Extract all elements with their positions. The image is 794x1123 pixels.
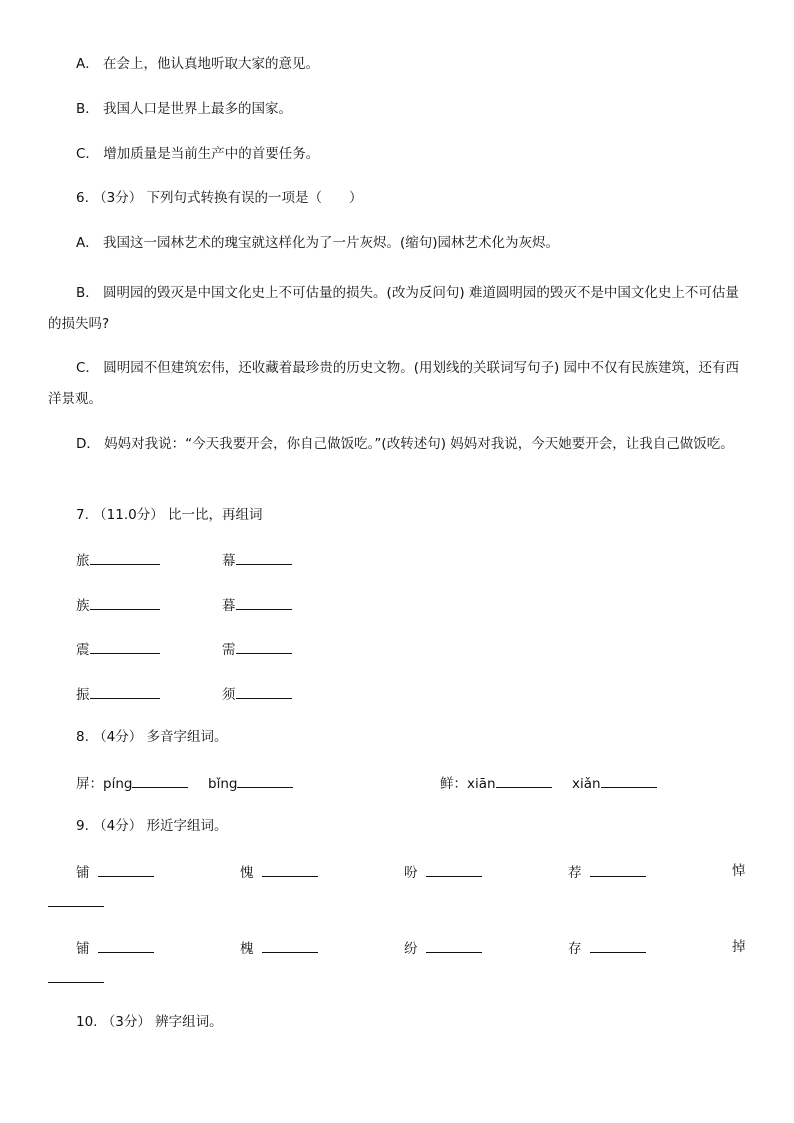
answer-blank[interactable] — [98, 862, 154, 877]
q6-option-d: D． 妈妈对我说：“今天我要开会，你自己做饭吃。”(改转述句) 妈妈对我说，今天她要开会，让我自己做饭吃。 — [76, 436, 734, 452]
q7-char-row1-left: 旅 — [76, 550, 160, 570]
q7-char-row3-right: 需 — [222, 639, 292, 659]
answer-blank[interactable] — [236, 550, 292, 565]
q9-row1-item1: 铺 — [76, 862, 154, 882]
q7-char-row1-right: 幕 — [222, 550, 292, 570]
q7-char-row2-right: 暮 — [222, 595, 292, 615]
answer-blank[interactable] — [496, 773, 552, 788]
q8-item-xian1: 鲜：xiān — [440, 773, 552, 793]
q8-item-ping: 屏：píng — [76, 773, 188, 793]
q5-option-c: C． 增加质量是当前生产中的首要任务。 — [76, 146, 320, 162]
answer-blank[interactable] — [590, 938, 646, 953]
answer-blank[interactable] — [262, 862, 318, 877]
q9-row1-item3: 吩 — [404, 862, 482, 882]
answer-blank[interactable] — [426, 938, 482, 953]
q9-row1-item4: 荐 — [568, 862, 646, 882]
q6-option-a: A． 我国这一园林艺术的瑰宝就这样化为了一片灰烬。(缩句)园林艺术化为灰烬。 — [76, 235, 560, 251]
q5-option-a: A． 在会上，他认真地听取大家的意见。 — [76, 56, 320, 72]
q9-row2-item5: 掉 — [732, 939, 746, 955]
answer-blank[interactable] — [48, 906, 104, 907]
q9-row2-item3: 纷 — [404, 938, 482, 958]
answer-blank[interactable] — [262, 938, 318, 953]
answer-blank[interactable] — [90, 595, 160, 610]
q6-stem: 6. （3分） 下列句式转换有误的一项是（ ） — [76, 190, 363, 206]
q7-stem: 7. （11.0分） 比一比，再组词 — [76, 507, 263, 523]
answer-blank[interactable] — [237, 773, 293, 788]
answer-blank[interactable] — [90, 639, 160, 654]
answer-blank[interactable] — [132, 773, 188, 788]
q6-option-b: B． 圆明园的毁灭是中国文化史上不可估量的损失。(改为反问句) 难道圆明园的毁灭不是中国文化史上不可估量的损失吗? — [48, 285, 739, 332]
q9-row1-item5: 悼 — [732, 863, 746, 879]
q10-stem: 10. （3分） 辨字组词。 — [76, 1014, 223, 1030]
answer-blank[interactable] — [48, 982, 104, 983]
q9-row1-item2: 愧 — [240, 862, 318, 882]
q6-option-c: C． 圆明园不但建筑宏伟，还收藏着最珍贵的历史文物。(用划线的关联词写句子) 园中不仅有民族建筑，还有西洋景观。 — [48, 360, 740, 407]
q9-row2-item4: 存 — [568, 938, 646, 958]
answer-blank[interactable] — [90, 684, 160, 699]
q9-stem: 9. （4分） 形近字组词。 — [76, 818, 228, 834]
q7-char-row4-right: 须 — [222, 684, 292, 704]
q8-item-xian3: xiǎn — [572, 773, 657, 793]
q9-row2-item1: 铺 — [76, 938, 154, 958]
q5-option-b: B． 我国人口是世界上最多的国家。 — [76, 101, 293, 117]
answer-blank[interactable] — [236, 684, 292, 699]
q9-row2-item2: 槐 — [240, 938, 318, 958]
answer-blank[interactable] — [98, 938, 154, 953]
answer-blank[interactable] — [236, 595, 292, 610]
q7-char-row3-left: 震 — [76, 639, 160, 659]
answer-blank[interactable] — [236, 639, 292, 654]
q8-item-bing: bǐng — [208, 773, 293, 793]
answer-blank[interactable] — [426, 862, 482, 877]
q7-char-row2-left: 族 — [76, 595, 160, 615]
q7-char-row4-left: 振 — [76, 684, 160, 704]
answer-blank[interactable] — [590, 862, 646, 877]
q8-stem: 8. （4分） 多音字组词。 — [76, 729, 228, 745]
answer-blank[interactable] — [90, 550, 160, 565]
answer-blank[interactable] — [601, 773, 657, 788]
